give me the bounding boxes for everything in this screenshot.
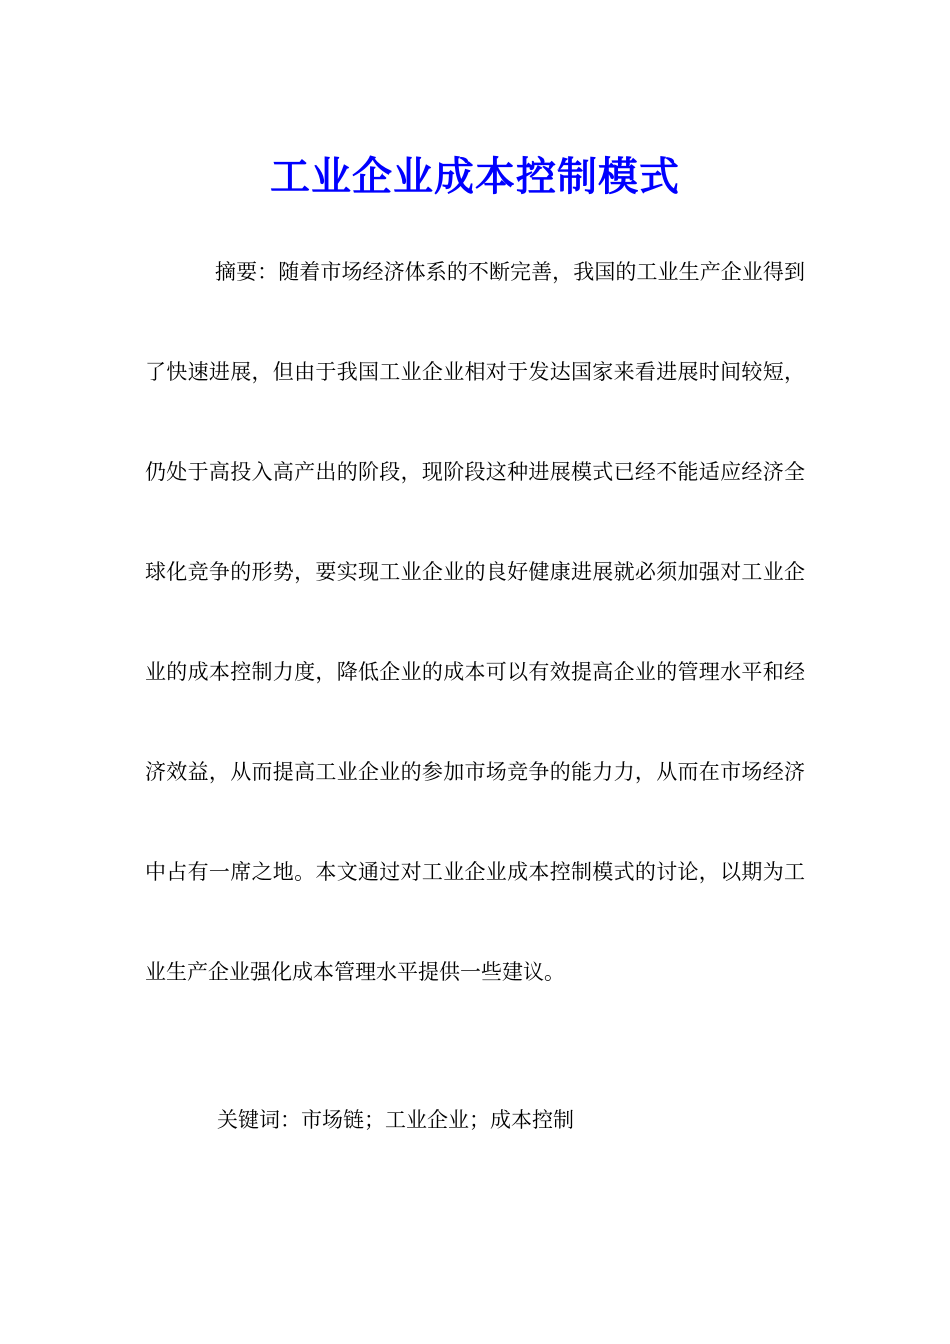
document-title: 工业企业成本控制模式	[270, 152, 680, 200]
abstract-paragraph: 摘要：随着市场经济体系的不断完善，我国的工业生产企业得到了快速进展，但由于我国工业企业相对于发达国家来看进展时间较短，仍处于高投入高产出的阶段，现阶段这种进展模式已经不能适应经济全球化竞争的形势，要实现工业企业的良好健康进展就必须加强对工业企业的成本控制力度，降低企业的成本可以有效提高企业的管理水平和经济效益，从而提高工业企业的参加市场竞争的能力力，从而在市场经济中占有一席之地。本文通过对工业企业成本控制模式的讨论，以期为工业生产企业强化成本管理水平提供一些建议。	[145, 260, 805, 984]
keywords-line: 关键词：市场链；工业企业；成本控制	[217, 1108, 574, 1132]
